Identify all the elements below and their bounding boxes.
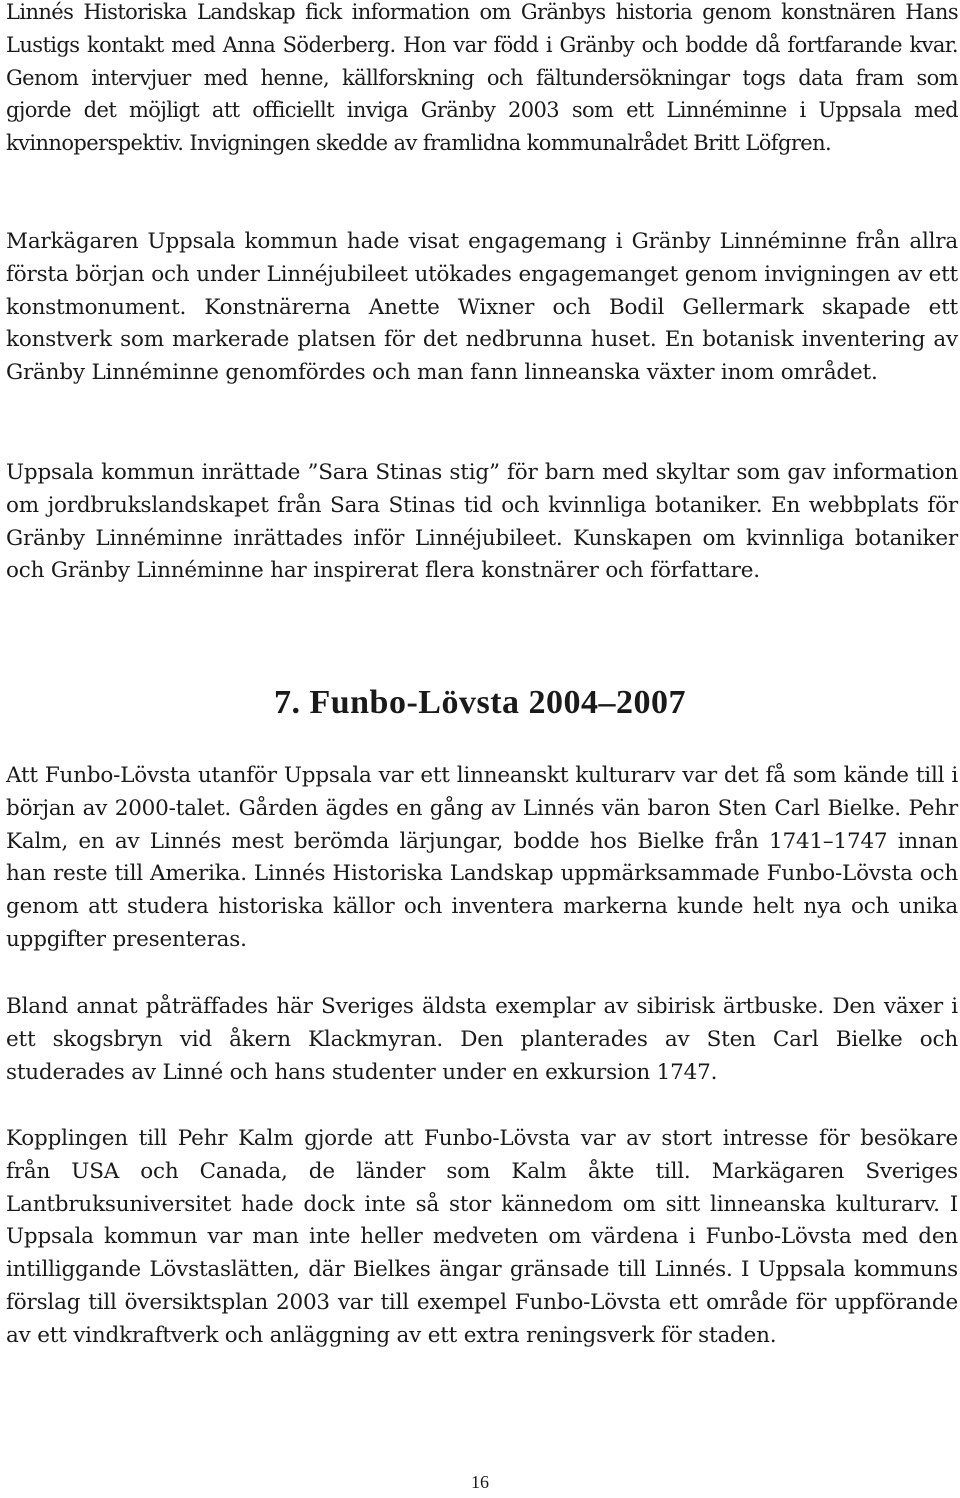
paragraph-markagaren: Markägaren Uppsala kommun hade visat engagemang i Gränby Linnéminne från allra första början och under Linnéjubileet utökades engagemanget genom invigningen av ett konstmonument. Konstnärerna Anette Wixner och Bodil Gellermark skapade ett konstverk som markerade platsen för det nedbrunna huset. En botanisk inventering av Gränby Linnéminne genomfördes och man fann linneanska växter inom området. [6,229,958,386]
section-heading-text: 7. Funbo-Lövsta 2004–2007 [273,684,687,721]
paragraph-granby-history: Linnés Historiska Landskap fick information om Gränbys historia genom konstnären Hans Lustigs kontakt med Anna Söderberg. Hon var född i Gränby och bodde då fortfarande kvar. Genom intervjuer med henne, källforskning och fältundersökningar togs data fram som gjorde det möjligt att officiellt inviga Gränby 2003 som ett Linnéminne i Uppsala med kvinnoperspektiv. Invigningen skedde av framlidna kommunalrådet Britt Löfgren. [6,0,958,156]
paragraph-sara-stinas-stig: Uppsala kommun inrättade ”Sara Stinas stig” för barn med skyltar som gav information om jordbrukslandskapet från Sara Stinas tid och kvinnliga botaniker. En webbplats för Gränby Linnéminne inrättades inför Linnéjubileet. Kunskapen om kvinnliga botaniker och Gränby Linnéminne har inspirerat flera konstnärer och författare. [6,460,958,584]
paragraph-block-funbo-intro [6,760,958,957]
paragraph-block-pehr-kalm [6,1123,958,1353]
paragraph-block-artbuske [6,991,958,1089]
paragraph-sibirisk-artbuske: Bland annat påträffades här Sveriges äldsta exemplar av sibirisk ärtbuske. Den växer i ett skogsbryn vid åkern Klackmyran. Den planterades av Sten Carl Bielke och studerades av Linné och hans studenter under en exkursion 1747. [6,994,958,1085]
paragraph-funbo-lovsta-intro: Att Funbo-Lövsta utanför Uppsala var ett linneanskt kulturarv var det få som kände till i början av 2000-talet. Gården ägdes en gång av Linnés vän baron Sten Carl Bielke. Pehr Kalm, en av Linnés mest berömda lärjungar, bodde hos Bielke från 1741–1747 innan han reste till Amerika. Linnés Historiska Landskap uppmärksammade Funbo-Lövsta och genom att studera historiska källor och inventera markerna kunde helt nya och unika uppgifter presenteras. [6,763,958,952]
paragraph-pehr-kalm: Kopplingen till Pehr Kalm gjorde att Funbo-Lövsta var av stort intresse för besökare från USA och Canada, de länder som Kalm åkte till. Markägaren Sveriges Lantbruksuniversitet hade dock inte så stor kännedom om sitt linneanska kulturarv. I Uppsala kommun var man inte heller medveten om värdena i Funbo-Lövsta med den intilliggande Lövstaslätten, där Bielkes ängar gränsade till Linnés. I Uppsala kommuns förslag till översiktsplan 2003 var till exempel Funbo-Lövsta ett område för uppförande av ett vindkraftverk och anläggning av ett extra reningsverk för staden. [6,1126,958,1348]
section-heading [0,684,960,722]
paragraph-block-markagaren [6,226,958,390]
paragraph-block-sara-stinas [6,457,958,588]
page-number: 16 [471,1472,489,1492]
